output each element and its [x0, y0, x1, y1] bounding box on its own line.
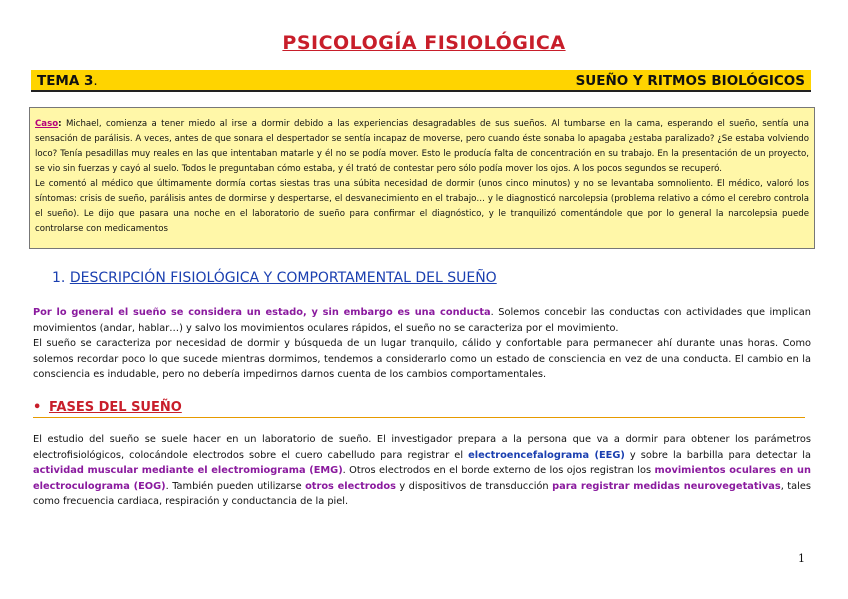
- bullet-icon: •: [33, 400, 42, 415]
- case-text-1: Michael, comienza a tener miedo al irse a dormir debido a las experiencias desagradables de sus sueños. Al tumbarse en la cama, esperando el sueño, sentía una sensación de parálisis. A veces, antes de que sonara el despertador se sentía incapaz de moverse, pero cuando éste sonaba lo apagaba ¿estaba paralizado? ¿Se estaba volviendo loco? Tenía pesadillas muy reales en las que intentaban matarle y él no se podía mover. Esto le producía falta de concentración en su trabajo. En la presentación de un proyecto, se vio sin fuerzas y cayó al suelo. Todos le preguntaban cómo estaba, y él trató de contestar pero sólo podía mover los ojos. A los pocos segundos se recuperó.: [35, 119, 809, 174]
- case-label: Caso: [35, 119, 59, 129]
- page-number: 1: [798, 552, 805, 565]
- term-emg: actividad muscular mediante el electromiograma (EMG): [33, 465, 343, 476]
- body-paragraph-1: Por lo general el sueño se considera un estado, y sin embargo es una conducta. Solemos concebir las conductas con actividades que implican movimientos (andar, hablar…) y salvo los movimientos oculares rápidos, el sueño no se caracteriza por el movimiento.: [33, 307, 811, 334]
- topic-header-bar: [31, 70, 811, 92]
- term-neurovegetative: para registrar medidas neurovegetativas: [552, 480, 781, 492]
- case-study-box: [29, 107, 815, 249]
- section-title: DESCRIPCIÓN FISIOLÓGICA Y COMPORTAMENTAL DEL SUEÑO: [69, 270, 497, 286]
- subsection-title: FASES DEL SUEÑO: [49, 400, 182, 415]
- section-heading: [52, 270, 497, 286]
- subsection-body: El estudio del sueño se suele hacer en un laboratorio de sueño. El investigador prepara a la persona que va a dormir para obtener los parámetros electrofisiológicos, colocándole electrodos sobre el cuero cabelludo para registrar el electroencefalograma (EEG) y sobre la barbilla para detectar la actividad muscular mediante el electromiograma (EMG). Otros electrodos en el borde externo de los ojos registran los movimientos oculares en un electroculograma (EOG). También pueden utilizarse otros electrodos y dispositivos de transducción para registrar medidas neurovegetativas, tales como frecuencia cardiaca, respiración y conductancia de la piel.: [33, 434, 812, 507]
- topic-subject: SUEÑO Y RITMOS BIOLÓGICOS: [575, 73, 805, 89]
- section-body: [33, 305, 811, 383]
- topic-number: TEMA 3.: [37, 73, 98, 89]
- subsection-heading: [33, 400, 805, 418]
- case-paragraph-1: Caso: Michael, comienza a tener miedo al irse a dormir debido a las experiencias desagradables de sus sueños. Al tumbarse en la cama, esperando el sueño, sentía una sensación de parálisis. A veces, antes de que sonara el despertador se sentía incapaz de moverse, pero cuando éste sonaba lo apagaba ¿estaba paralizado? ¿Se estaba volviendo loco? Tenía pesadillas muy reales en las que intentaban matarle y él no se podía mover. Esto le producía falta de concentración en su trabajo. En la presentación de un proyecto, se vio sin fuerzas y cayó al suelo. Todos le preguntaban cómo estaba, y él trató de contestar pero sólo podía mover los ojos. A los pocos segundos se recuperó.: [35, 119, 809, 174]
- body-paragraph-2: El sueño se caracteriza por necesidad de dormir y búsqueda de un lugar tranquilo, cálido y confortable para permanecer ahí durante unas horas. Como solemos recordar poco lo que sucede mientras dormimos, tendemos a considerarlo como un estado de consciencia en vez de una conducta. El cambio en la consciencia es indudable, pero no debería impedirnos darnos cuenta de los cambios comportamentales.: [33, 338, 811, 380]
- term-eog: movimientos oculares en un electroculograma (EOG): [33, 465, 812, 492]
- term-eeg: electroencefalograma (EEG): [468, 449, 625, 461]
- highlighted-statement: Por lo general el sueño se considera un estado, y sin embargo es una conducta: [33, 307, 491, 318]
- document-title: PSICOLOGÍA FISIOLÓGICA: [282, 32, 566, 54]
- case-paragraph-2: Le comentó al médico que últimamente dormía cortas siestas tras una súbita necesidad de dormir (unos cinco minutos) y no se levantaba somnoliento. El médico, valoró los síntomas: crisis de sueño, parálisis antes de dormirse y despertarse, el desvanecimiento en el trabajo… y le diagnosticó narcolepsia (problema relativo a cómo el cerebro controla el sueño). Le dijo que pasara una noche en el laboratorio de sueño para confirmar el diagnóstico, y le tranquilizó comentándole que por lo general la narcolepsia puede controlarse con medicamentos: [35, 179, 809, 234]
- term-other-electrodes: otros electrodos: [305, 480, 396, 492]
- section-number: 1.: [52, 270, 66, 286]
